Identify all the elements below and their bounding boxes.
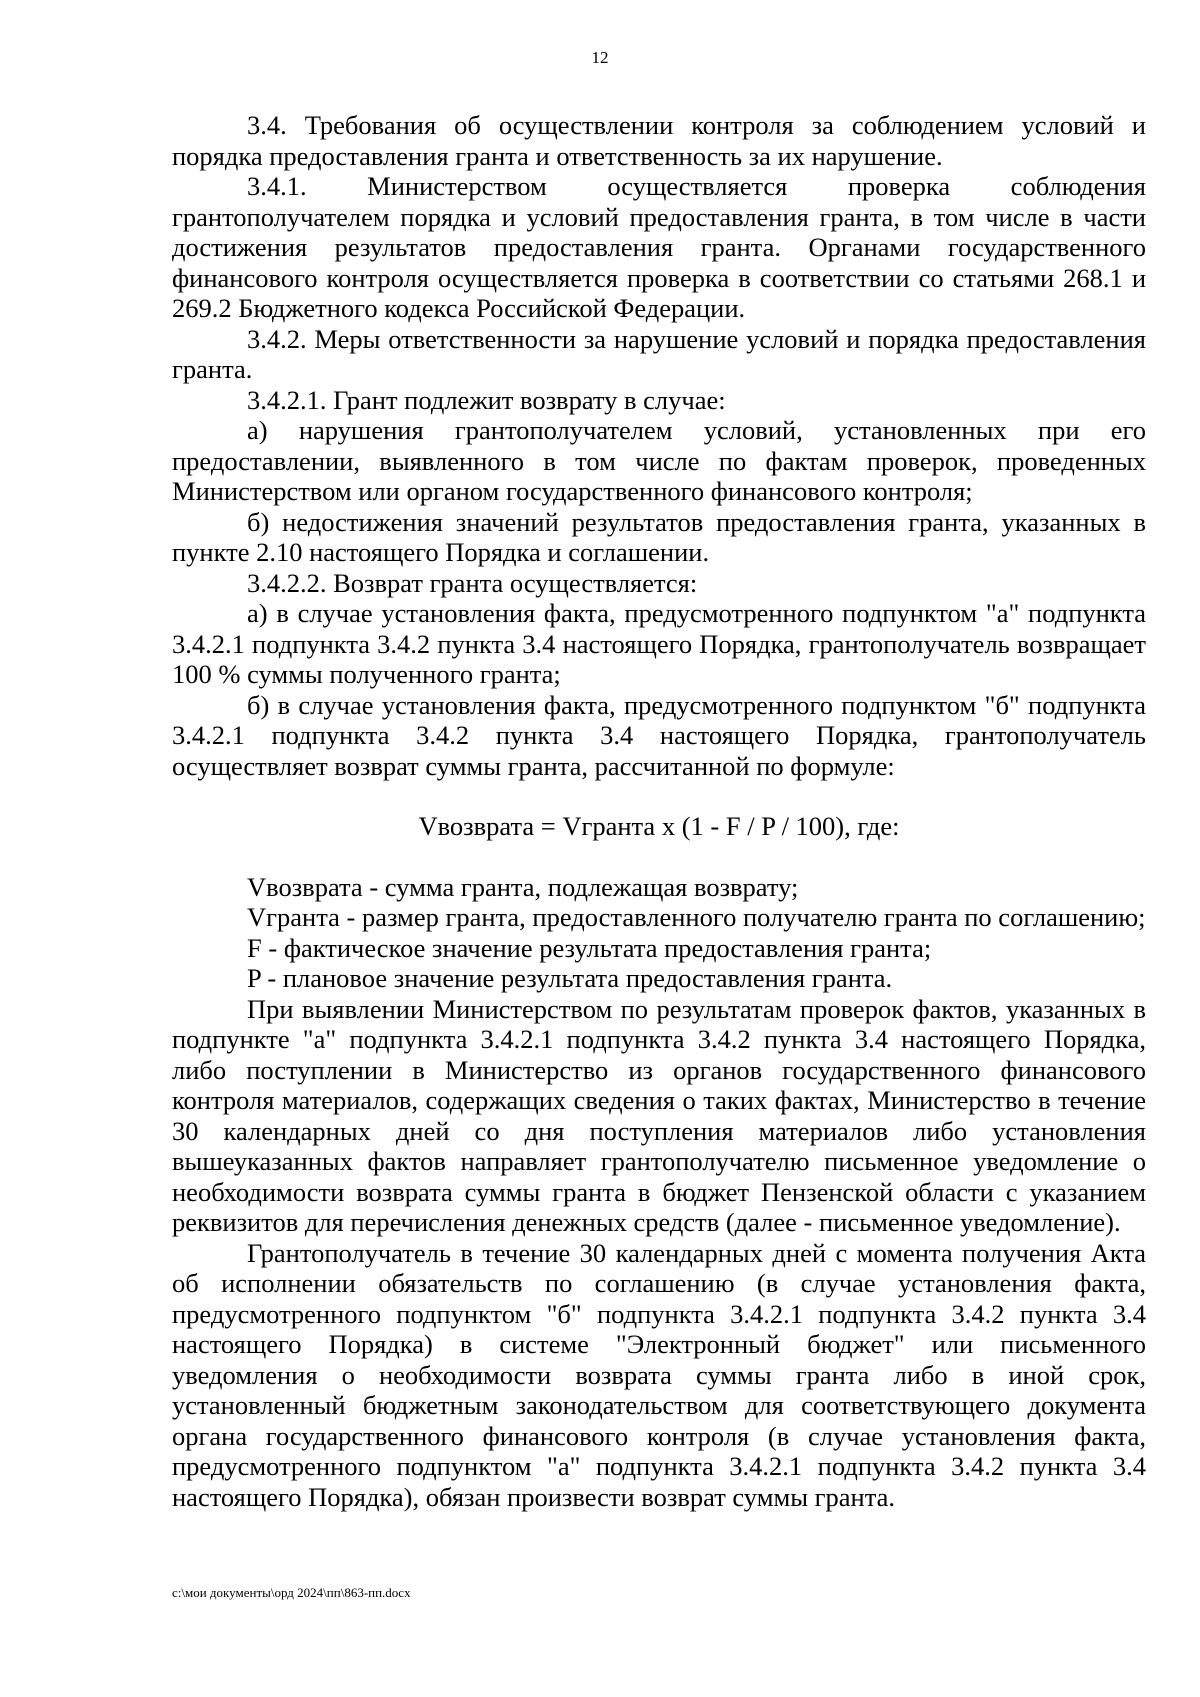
refund-formula: Vвозврата = Vгранта x (1 - F / P / 100), где:: [418, 811, 900, 841]
page-number: 12: [591, 48, 609, 67]
definition-v-refund: Vвозврата - сумма гранта, подлежащая возврату;: [247, 871, 799, 902]
paragraph-3-4-1: 3.4.1. Министерством осуществляется проверка соблюдения грантополучателем порядка и условий предоставления гранта, в том числе в части достижения результатов предоставления гранта. Органами государственного финансового контроля осуществляется проверка в соответствии со статьями 268.1 и 269.2 Бюджетного кодекса Российской Федерации.: [172, 171, 1146, 323]
definition-v-grant: Vгранта - размер гранта, предоставленного получателю гранта по соглашению;: [247, 902, 1146, 932]
paragraph-3-4-2-1-b: б) недостижения значений результатов предоставления гранта, указанных в пункте 2.10 настоящего Порядка и соглашении.: [172, 506, 1146, 567]
section-3-4-heading: 3.4. Требования об осуществлении контроля за соблюдением условий и порядка предоставления гранта и ответственность за их нарушение.: [172, 110, 1146, 171]
definition-p: P - плановое значение результата предоставления гранта.: [247, 963, 893, 993]
paragraph-3-4-2-1-a: а) нарушения грантополучателем условий, установленных при его предоставлении, выявленного в том числе по фактам проверок, проведенных Министерством или органом государственного финансового контроля;: [172, 415, 1146, 506]
paragraph-3-4-2-2-b: б) в случае установления факта, предусмотренного подпунктом "б" подпункта 3.4.2.1 подпункта 3.4.2 пункта 3.4 настоящего Порядка, грантополучатель осуществляет возврат суммы гранта, рассчитанной по формуле:: [172, 689, 1146, 781]
paragraph-3-4-2-2-a: а) в случае установления факта, предусмотренного подпунктом "а" подпункта 3.4.2.1 подпункта 3.4.2 пункта 3.4 настоящего Порядка, грантополучатель возвращает 100 % суммы полученного гранта;: [172, 598, 1146, 689]
footer-file-path: c:\мои документы\орд 2024\пп\863-пп.docx: [172, 1585, 411, 1600]
paragraph-3-4-2-2: 3.4.2.2. Возврат гранта осуществляется:: [247, 567, 698, 598]
document-body: [172, 110, 1146, 1512]
definition-f: F - фактическое значение результата предоставления гранта;: [247, 932, 932, 963]
paragraph-3-4-2: 3.4.2. Меры ответственности за нарушение условий и порядка предоставления гранта.: [172, 323, 1146, 384]
paragraph-refund-obligation: Грантополучатель в течение 30 календарных дней с момента получения Акта об исполнении обязательств по соглашению (в случае установления факта, предусмотренного подпунктом "б" подпункта 3.4.2.1 подпункта 3.4.2 пункта 3.4 настоящего Порядка) в системе "Электронный бюджет" или письменного уведомления о необходимости возврата суммы гранта либо в иной срок, установленный бюджетным законодательством для соответствующего документа органа государственного финансового контроля (в случае установления факта, предусмотренного подпунктом "а" подпункта 3.4.2.1 подпункта 3.4.2 пункта 3.4 настоящего Порядка), обязан произвести возврат суммы гранта.: [172, 1237, 1146, 1512]
paragraph-3-4-2-1: 3.4.2.1. Грант подлежит возврату в случае:: [247, 384, 726, 415]
paragraph-notification: При выявлении Министерством по результатам проверок фактов, указанных в подпункте "а" подпункта 3.4.2.1 подпункта 3.4.2 пункта 3.4 настоящего Порядка, либо поступлении в Министерство из органов государственного финансового контроля материалов, содержащих сведения о таких фактах, Министерство в течение 30 календарных дней со дня поступления материалов либо установления вышеуказанных фактов направляет грантополучателю письменное уведомление о необходимости возврата суммы гранта в бюджет Пензенской области с указанием реквизитов для перечисления денежных средств (далее - письменное уведомление).: [172, 993, 1146, 1237]
